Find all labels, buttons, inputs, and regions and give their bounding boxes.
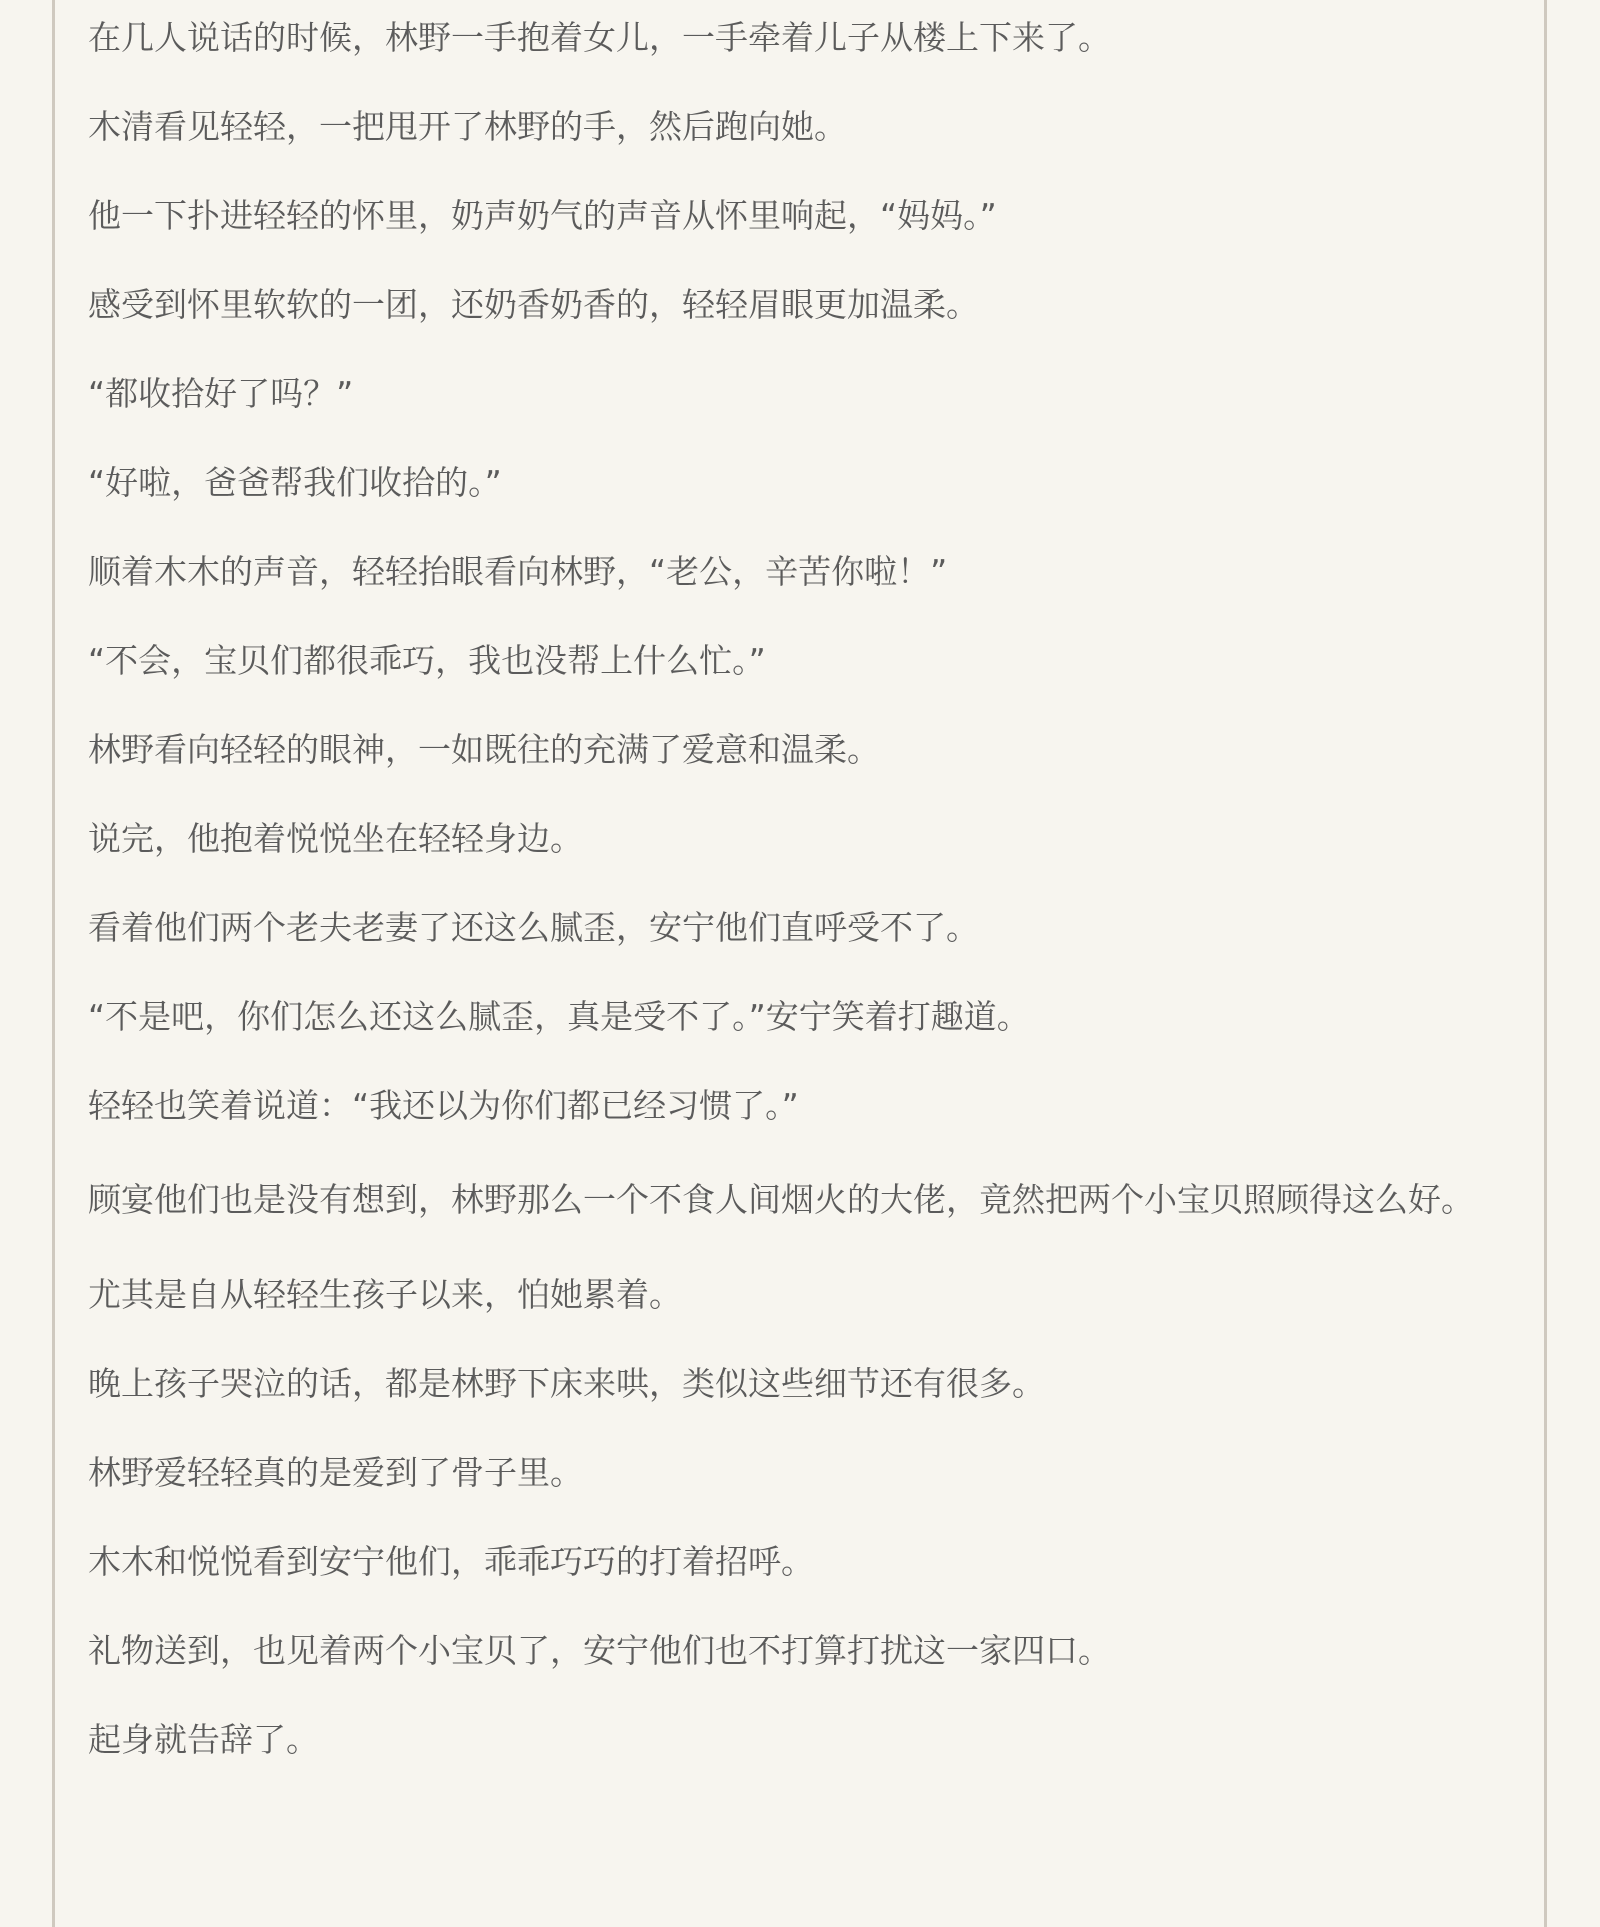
- paragraph: 看着他们两个老夫老妻了还这么腻歪，安宁他们直呼受不了。: [88, 908, 979, 947]
- paragraph: “都收拾好了吗？”: [88, 374, 354, 413]
- paragraph: 林野看向轻轻的眼神，一如既往的充满了爱意和温柔。: [88, 730, 880, 769]
- paragraph: 礼物送到，也见着两个小宝贝了，安宁他们也不打算打扰这一家四口。: [88, 1631, 1111, 1670]
- paragraph: 说完，他抱着悦悦坐在轻轻身边。: [88, 819, 583, 858]
- paragraph: 顾宴他们也是没有想到，林野那么一个不食人间烟火的大佬，竟然把两个小宝贝照顾得这么好。: [88, 1180, 1474, 1219]
- paragraph: 尤其是自从轻轻生孩子以来，怕她累着。: [88, 1275, 682, 1314]
- left-border-line: [52, 0, 55, 1927]
- paragraph: 林野爱轻轻真的是爱到了骨子里。: [88, 1453, 583, 1492]
- paragraph: 木木和悦悦看到安宁他们，乖乖巧巧的打着招呼。: [88, 1542, 814, 1581]
- paragraph: “不会，宝贝们都很乖巧，我也没帮上什么忙。”: [88, 641, 766, 680]
- paragraph: 他一下扑进轻轻的怀里，奶声奶气的声音从怀里响起，“妈妈。”: [88, 196, 997, 235]
- paragraph: 起身就告辞了。: [88, 1720, 319, 1759]
- right-border-line: [1544, 0, 1547, 1927]
- paragraph: 在几人说话的时候，林野一手抱着女儿，一手牵着儿子从楼上下来了。: [88, 18, 1111, 57]
- paragraph: “好啦，爸爸帮我们收拾的。”: [88, 463, 502, 502]
- paragraph: 感受到怀里软软的一团，还奶香奶香的，轻轻眉眼更加温柔。: [88, 285, 979, 324]
- paragraph: 木清看见轻轻，一把甩开了林野的手，然后跑向她。: [88, 107, 847, 146]
- paragraph: 轻轻也笑着说道：“我还以为你们都已经习惯了。”: [88, 1086, 799, 1125]
- paragraph: 顺着木木的声音，轻轻抬眼看向林野，“老公，辛苦你啦！”: [88, 552, 948, 591]
- paragraph: 晚上孩子哭泣的话，都是林野下床来哄，类似这些细节还有很多。: [88, 1364, 1045, 1403]
- paragraph: “不是吧，你们怎么还这么腻歪，真是受不了。”安宁笑着打趣道。: [88, 997, 1030, 1036]
- chapter-text: [88, 8, 1518, 1799]
